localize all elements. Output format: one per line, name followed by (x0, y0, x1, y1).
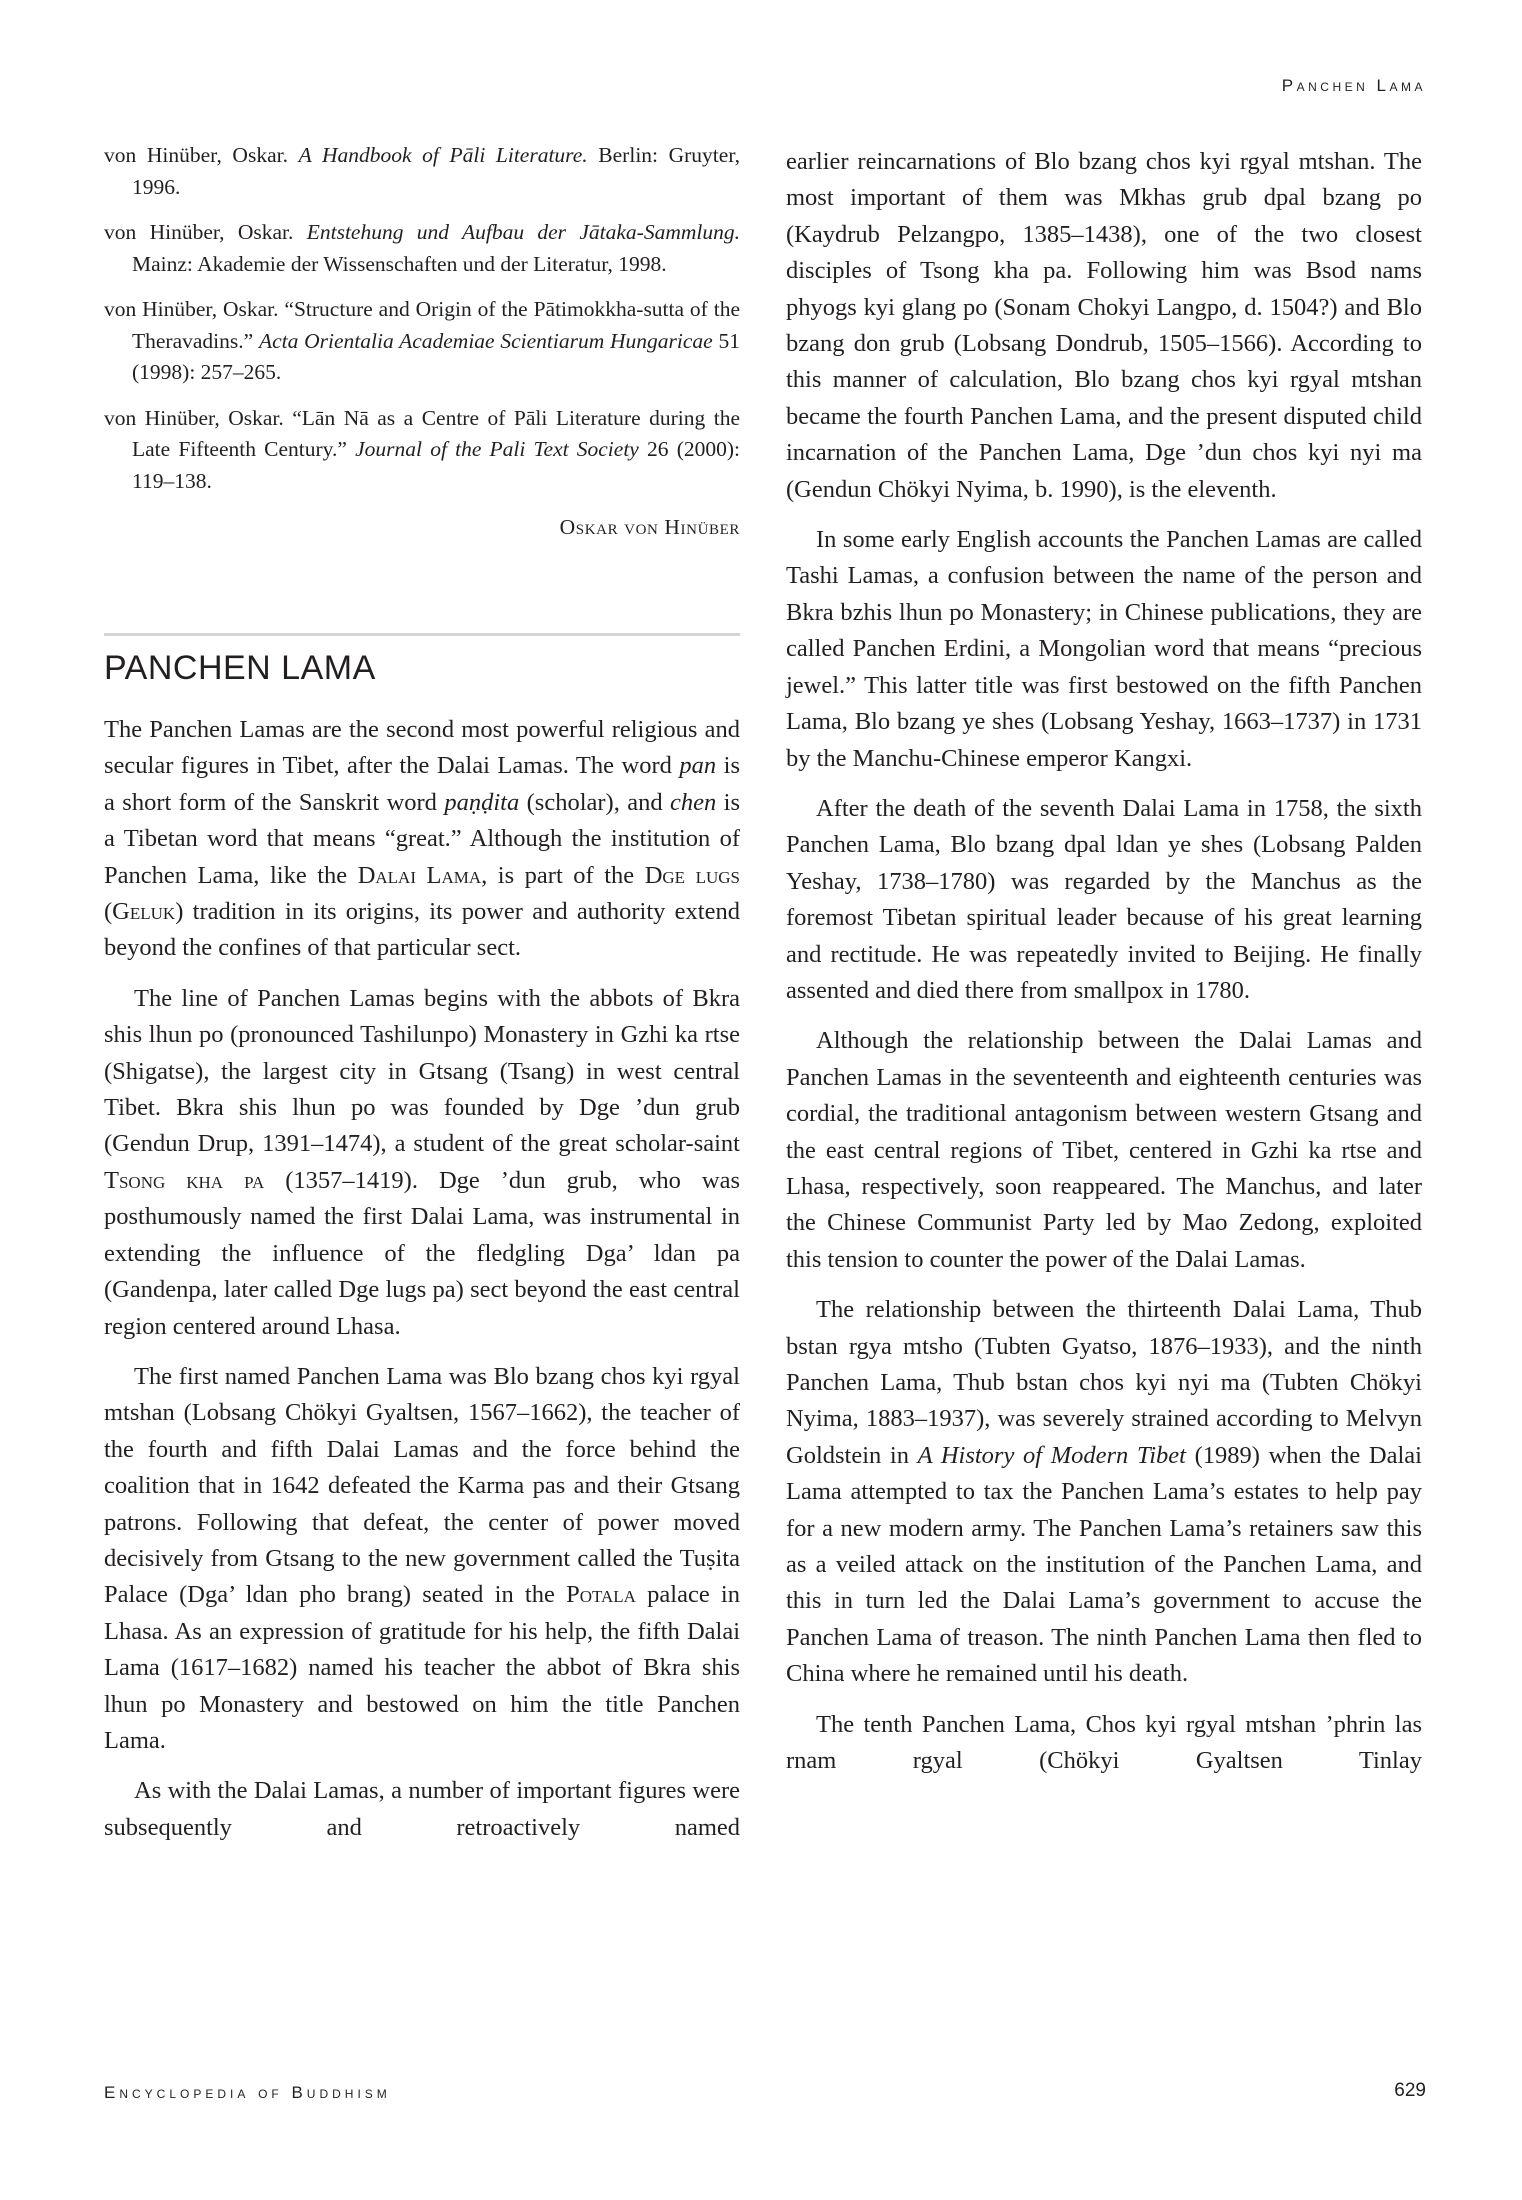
page-number: 629 (1394, 2080, 1426, 2101)
running-head: Panchen Lama (1281, 76, 1426, 95)
right-column (786, 144, 1422, 1793)
reference-item: von Hinüber, Oskar. Entstehung und Aufbau der Jātaka-Sammlung. Mainz: Akademie der Wissenschaften und der Literatur, 1998. (104, 220, 740, 276)
paragraph: The relationship between the thirteenth Dalai Lama, Thub bstan rgya mtsho (Tubten Gyatso, 1876–1933), and the ninth Panchen Lama, Thub bstan chos kyi nyi ma (Tubten Chökyi Nyima, 1883–1937), was severely strained according to Melvyn Goldstein in A History of Modern Tibet (1989) when the Dalai Lama attempted to tax the Panchen Lama’s estates to help pay for a new modern army. The Panchen Lama’s retainers saw this as a veiled attack on the institution of the Panchen Lama, and this in turn led the Dalai Lama’s government to accuse the Panchen Lama of treason. The ninth Panchen Lama then fled to China where he remained until his death. (786, 1296, 1422, 1688)
cross-reference-link[interactable]: Tsong kha pa (104, 1166, 265, 1194)
reference-item: von Hinüber, Oskar. “Structure and Origin of the Pātimokkha-sutta of the Theravadins.” Acta Orientalia Academiae Scientiarum Hungaricae 51 (1998): 257–265. (104, 297, 740, 384)
author-signature: Oskar von Hinüber (559, 515, 740, 539)
bibliography (104, 140, 740, 543)
cross-reference-link[interactable]: Dge lugs (644, 861, 740, 889)
reference-title: A Handbook of Pāli Literature. (298, 143, 588, 167)
paragraph: The line of Panchen Lamas begins with the abbots of Bkra shis lhun po (pronounced Tashilunpo) Monastery in Gzhi ka rtse (Shigatse), the largest city in Gtsang (Tsang) in west central Tibet. Bkra shis lhun po was founded by Dge ’dun grub (Gendun Drup, 1391–1474), a student of the great scholar-saint Tsong kha pa (1357–1419). Dge ’dun grub, who was posthumously named the first Dalai Lama, was instrumental in extending the influence of the fledgling Dga’ ldan pa (Gandenpa, later called Dge lugs pa) sect beyond the east central region centered around Lhasa. (104, 984, 740, 1340)
paragraph: The tenth Panchen Lama, Chos kyi rgyal mtshan ’phrin las rnam rgyal (Chökyi Gyaltsen Tinlay (786, 1710, 1422, 1775)
paragraph: The Panchen Lamas are the second most powerful religious and secular figures in Tibet, after the Dalai Lamas. The word pan is a short form of the Sanskrit word paṇḍita (scholar), and chen is a Tibetan word that means “great.” Although the institution of Panchen Lama, like the Dalai Lama, is part of the Dge lugs (Geluk) tradition in its origins, its power and authority extend beyond the confines of that particular sect. (104, 716, 740, 962)
reference-title: Acta Orientalia Academiae Scientiarum Hungaricae (258, 328, 713, 353)
section-divider (104, 633, 740, 636)
entry-title: PANCHEN LAMA (104, 649, 376, 687)
cross-reference-link[interactable]: Potala (566, 1581, 636, 1609)
book-title: A History of Modern Tibet (917, 1441, 1186, 1469)
paragraph: As with the Dalai Lamas, a number of important figures were subsequently and retroactively named (104, 1777, 740, 1841)
paragraph: Although the relationship between the Dalai Lamas and Panchen Lamas in the seventeenth and eighteenth centuries was cordial, the traditional antagonism between western Gtsang and the east central regions of Tibet, centered in Gzhi ka rtse and Lhasa, respectively, soon reappeared. The Manchus, and later the Chinese Communist Party led by Mao Zedong, exploited this tension to counter the power of the Dalai Lamas. (786, 1027, 1422, 1273)
paragraph: In some early English accounts the Panchen Lamas are called Tashi Lamas, a confusion between the name of the person and Bkra bzhis lhun po Monastery; in Chinese publications, they are called Panchen Erdini, a Mongolian word that means “precious jewel.” This latter title was first bestowed on the fifth Panchen Lama, Blo bzang ye shes (Lobsang Yeshay, 1663–1737) in 1731 by the Manchu-Chinese emperor Kangxi. (786, 526, 1422, 772)
left-column (104, 140, 740, 1860)
reference-title: Entstehung und Aufbau der Jātaka-Sammlung. (306, 220, 740, 244)
cross-reference-link[interactable]: Geluk (112, 898, 176, 926)
reference-title: Journal of the Pali Text Society (355, 437, 639, 461)
reference-item: von Hinüber, Oskar. “Lān Nā as a Centre of Pāli Literature during the Late Fifteenth Century.” Journal of the Pali Text Society 26 (2000): 119–138. (104, 405, 740, 493)
reference-item: von Hinüber, Oskar. A Handbook of Pāli Literature. Berlin: Gruyter, 1996. (104, 143, 740, 199)
footer-publication: Encyclopedia of Buddhism (104, 2083, 391, 2102)
cross-reference-link[interactable]: Dalai Lama (357, 861, 482, 889)
paragraph: The first named Panchen Lama was Blo bzang chos kyi rgyal mtshan (Lobsang Chökyi Gyaltsen, 1567–1662), the teacher of the fourth and fifth Dalai Lamas and the force behind the coalition that in 1642 defeated the Karma pas and their Gtsang patrons. Following that defeat, the center of power moved decisively from Gtsang to the new government called the Tuṣita Palace (Dga’ ldan pho brang) seated in the Potala palace in Lhasa. As an expression of gratitude for his help, the fifth Dalai Lama (1617–1682) named his teacher the abbot of Bkra shis lhun po Monastery and bestowed on him the title Panchen Lama. (104, 1362, 740, 1754)
paragraph-continued: earlier reincarnations of Blo bzang chos kyi rgyal mtshan. The most important of them was Mkhas grub dpal bzang po (Kaydrub Pelzangpo, 1385–1438), one of the two closest disciples of Tsong kha pa. Following him was Bsod nams phyogs kyi glang po (Sonam Chokyi Langpo, d. 1504?) and Blo bzang don grub (Lobsang Dondrub, 1505–1566). According to this manner of calculation, Blo bzang chos kyi rgyal mtshan became the fourth Panchen Lama, and the present disputed child incarnation of the Panchen Lama, Dge ’dun chos kyi nyi ma (Gendun Chökyi Nyima, b. 1990), is the eleventh. (786, 148, 1422, 503)
paragraph: After the death of the seventh Dalai Lama in 1758, the sixth Panchen Lama, Blo bzang dpal ldan ye shes (Lobsang Palden Yeshay, 1738–1780) was regarded by the Manchus as the foremost Tibetan spiritual leader because of his great learning and rectitude. He was repeatedly invited to Beijing. He finally assented and died there from smallpox in 1780. (786, 794, 1422, 1004)
